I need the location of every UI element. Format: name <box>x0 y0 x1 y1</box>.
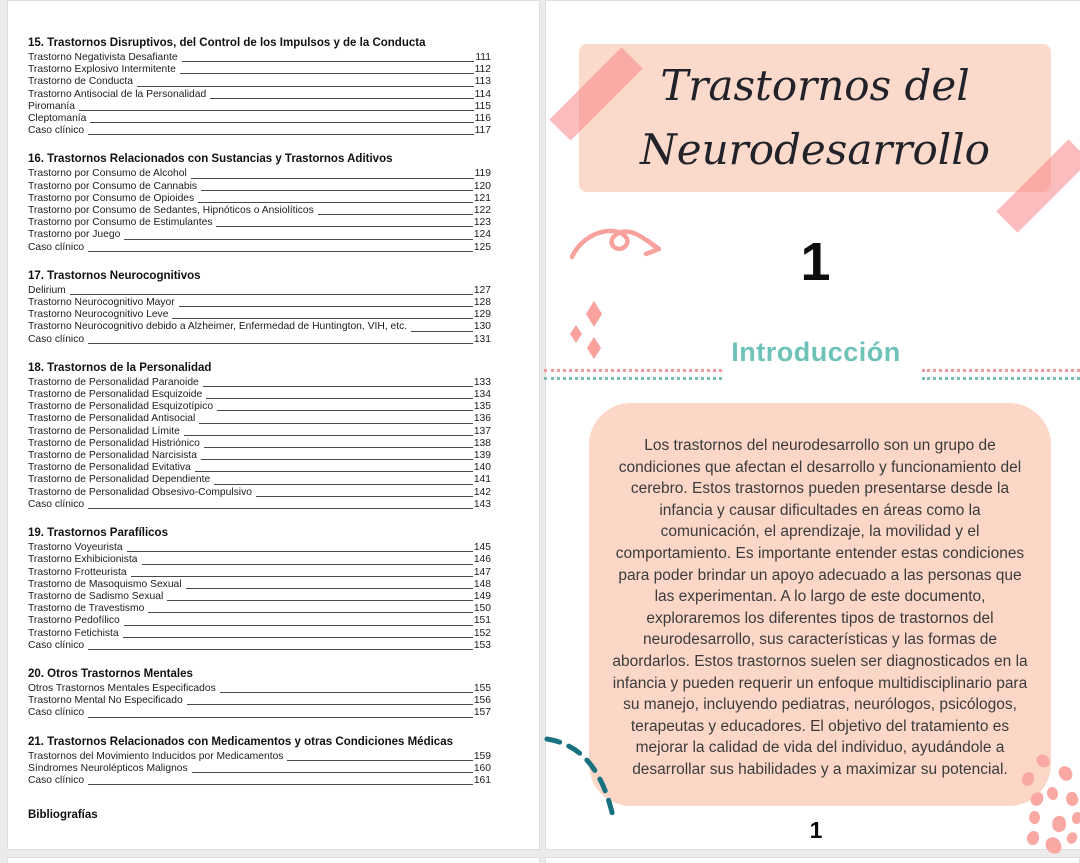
next-page-edge-left <box>7 857 540 863</box>
toc-row <box>28 217 491 229</box>
toc-leader-line <box>216 226 472 227</box>
dotted-divider-left <box>544 369 722 379</box>
chapter-title-page <box>545 0 1080 850</box>
toc-entry-label: Trastorno de Conducta <box>28 76 133 88</box>
pink-dot <box>1029 790 1045 807</box>
toc-leader-line <box>172 318 472 319</box>
toc-leader-line <box>199 423 472 424</box>
toc-entry-page: 112 <box>474 64 491 76</box>
toc-leader-line <box>131 576 473 577</box>
toc-entry-page: 160 <box>473 762 491 774</box>
toc-entry-page: 161 <box>473 774 491 786</box>
toc-entry-label: Trastorno Mental No Especificado <box>28 695 183 707</box>
toc-entry-page: 129 <box>473 309 491 321</box>
toc-section <box>28 736 491 788</box>
toc-row <box>28 389 491 401</box>
toc-row <box>28 426 491 438</box>
toc-entry-label: Trastorno de Personalidad Paranoide <box>28 376 199 388</box>
toc-entry-label: Trastorno de Personalidad Esquizoide <box>28 389 203 401</box>
toc-leader-line <box>180 73 474 74</box>
toc-row <box>28 401 491 413</box>
toc-leader-line <box>203 386 473 387</box>
toc-leader-line <box>88 251 473 252</box>
toc-row <box>28 89 491 101</box>
toc-leader-line <box>187 704 473 705</box>
toc-entry-label: Trastorno Frotteurista <box>28 566 127 578</box>
toc-leader-line <box>137 86 474 87</box>
toc-entry-page: 136 <box>473 413 491 425</box>
toc-leader-line <box>214 484 473 485</box>
toc-row <box>28 615 491 627</box>
toc-entry-page: 114 <box>474 88 491 100</box>
toc-row <box>28 193 491 205</box>
toc-entry-page: 119 <box>474 168 491 180</box>
toc-entry-page: 121 <box>473 192 491 204</box>
toc-section-title: 16. Trastornos Relacionados con Sustancias y Trastornos Aditivos <box>28 153 393 166</box>
toc-leader-line <box>88 784 473 785</box>
toc-leader-line <box>256 496 473 497</box>
toc-entry-label: Trastorno Neurocognitivo Leve <box>28 309 169 321</box>
toc-entry-page: 145 <box>473 542 491 554</box>
toc-entry-page: 134 <box>473 389 491 401</box>
toc-entry-label: Caso clínico <box>28 125 85 137</box>
toc-row <box>28 695 491 707</box>
toc-row <box>28 487 491 499</box>
toc-entry-label: Trastorno Explosivo Intermitente <box>28 64 176 76</box>
toc-leader-line <box>192 772 473 773</box>
toc-entry-page: 159 <box>473 750 491 762</box>
toc-entry-page: 131 <box>473 333 491 345</box>
next-page-edge-right <box>545 857 1080 863</box>
intro-text-box <box>589 403 1051 806</box>
toc-entry-label: Trastorno Negativista Desafiante <box>28 52 178 63</box>
toc-leader-line <box>148 612 472 613</box>
toc-entry-page: 125 <box>473 241 491 253</box>
toc-row <box>28 554 491 566</box>
toc-entry-page: 141 <box>473 474 491 486</box>
toc-entry-page: 150 <box>473 603 491 615</box>
toc-leader-line <box>88 508 473 509</box>
toc-leader-line <box>123 637 473 638</box>
toc-row <box>28 413 491 425</box>
toc-entry-page: 127 <box>473 284 491 296</box>
toc-row <box>28 52 491 64</box>
toc-row <box>28 438 491 450</box>
dashed-curve-icon <box>543 727 627 831</box>
toc-entry-label: Trastorno de Personalidad Esquizotípico <box>28 401 214 413</box>
dotted-line-teal <box>922 377 1080 380</box>
toc-row <box>28 76 491 88</box>
toc-entry-label: Caso clínico <box>28 241 85 253</box>
toc-leader-line <box>198 202 473 203</box>
toc-section <box>28 270 491 346</box>
toc-entry-page: 143 <box>473 498 491 510</box>
toc-entry-page: 151 <box>473 615 491 627</box>
pink-dot <box>1034 752 1051 770</box>
toc-entry-page: 117 <box>474 125 491 137</box>
toc-entry-label: Trastorno Fetichista <box>28 627 119 639</box>
toc-entry-label: Cleptomanía <box>28 113 87 125</box>
toc-leader-line <box>217 410 473 411</box>
dotted-line-pink <box>544 369 722 372</box>
toc-section <box>28 362 491 511</box>
toc-leader-line <box>191 178 474 179</box>
dotted-line-pink <box>922 369 1080 372</box>
toc-section-title: 17. Trastornos Neurocognitivos <box>28 269 201 282</box>
toc-row <box>28 775 491 787</box>
toc-leader-line <box>206 398 473 399</box>
toc-leader-line <box>88 649 473 650</box>
toc-entry-page: 155 <box>473 682 491 694</box>
toc-leader-line <box>201 190 473 191</box>
toc-section-title: 15. Trastornos Disruptivos, del Control de los Impulsos y de la Conducta <box>28 37 426 49</box>
toc-section-title: 20. Otros Trastornos Mentales <box>28 667 193 680</box>
toc-leader-line <box>195 471 473 472</box>
toc-row <box>28 763 491 775</box>
toc-entry-label: Trastorno de Personalidad Dependiente <box>28 474 211 486</box>
toc-entry-page: 124 <box>473 229 491 241</box>
toc-entry-label: Delirium <box>28 284 66 296</box>
toc-leader-line <box>204 447 473 448</box>
toc-entry-page: 128 <box>473 297 491 309</box>
toc-row <box>28 334 491 346</box>
toc-leader-line <box>88 717 473 718</box>
toc-row <box>28 450 491 462</box>
toc-entry-label: Caso clínico <box>28 707 85 719</box>
toc-entry-page: 123 <box>473 217 491 229</box>
table-of-contents <box>8 1 491 821</box>
toc-entry-label: Trastorno por Consumo de Opioides <box>28 192 195 204</box>
toc-section-title: 18. Trastornos de la Personalidad <box>28 361 212 374</box>
pink-dot <box>1064 790 1080 808</box>
toc-row <box>28 474 491 486</box>
toc-entry-label: Trastorno Antisocial de la Personalidad <box>28 88 207 100</box>
toc-row <box>28 229 491 241</box>
toc-entry-page: 135 <box>473 401 491 413</box>
toc-entry-label: Caso clínico <box>28 333 85 345</box>
toc-leader-line <box>127 551 473 552</box>
toc-leader-line <box>184 435 473 436</box>
chapter-title-line-2: Neurodesarrollo <box>640 125 990 174</box>
toc-entry-page: 149 <box>473 590 491 602</box>
toc-row <box>28 499 491 511</box>
toc-entry-page: 138 <box>473 437 491 449</box>
toc-section-title: 19. Trastornos Parafílicos <box>28 527 168 540</box>
toc-section <box>28 37 491 137</box>
toc-entry-label: Piromanía <box>28 100 75 112</box>
toc-entry-label: Trastorno por Consumo de Sedantes, Hipnóticos o Ansiolíticos <box>28 205 314 217</box>
toc-leader-line <box>411 331 473 332</box>
toc-entry-page: 146 <box>473 554 491 566</box>
toc-entry-label: Trastornos del Movimiento Inducidos por Medicamentos <box>28 750 284 762</box>
toc-entry-page: 156 <box>473 695 491 707</box>
toc-row <box>28 542 491 554</box>
page-number: 1 <box>809 817 823 843</box>
toc-leader-line <box>124 625 473 626</box>
toc-leader-line <box>201 459 473 460</box>
toc-entry-page: 142 <box>473 486 491 498</box>
toc-entry-label: Caso clínico <box>28 774 85 786</box>
toc-entry-page: 120 <box>473 180 491 192</box>
toc-entry-label: Trastorno Pedofílico <box>28 615 120 627</box>
toc-entry-label: Trastorno Voyeurista <box>28 542 123 554</box>
toc-entry-label: Trastorno de Travestismo <box>28 603 145 615</box>
chapter-title-card <box>579 44 1051 192</box>
toc-leader-line <box>287 760 472 761</box>
toc-entry-label: Trastorno de Personalidad Obsesivo-Compulsivo <box>28 486 252 498</box>
toc-leader-line <box>179 306 473 307</box>
toc-entry-label: Trastorno de Masoquismo Sexual <box>28 578 182 590</box>
toc-entry-label: Trastorno de Personalidad Evitativa <box>28 462 191 474</box>
toc-entry-label: Otros Trastornos Mentales Especificados <box>28 682 216 694</box>
toc-entry-page: 147 <box>473 566 491 578</box>
toc-row <box>28 462 491 474</box>
toc-row <box>28 640 491 652</box>
intro-paragraph: Los trastornos del neurodesarrollo son un grupo de condiciones que afectan el desarrollo y funcionamiento del cerebro. Estos trastornos pueden presentarse desde la infancia y causar dificultades en áreas como la comunicación, el aprendizaje, la movilidad y el comportamiento. Es importante entender estas condiciones para poder brindar un apoyo adecuado a las personas que las experimentan. A lo largo de este documento, exploraremos los diferentes tipos de trastornos del neurodesarrollo, sus características y las formas de abordarlos. Estos trastornos suelen ser diagnosticados en la infancia y pueden requerir un enfoque multidisciplinario para su manejo, incluyendo pediatras, neurólogos, psicólogos, terapeutas y educadores. El objetivo del tratamiento es mejorar la calidad de vida del individuo, ayudándole a desarrollar sus habilidades y a maximizar su potencial. <box>612 437 1028 778</box>
toc-leader-line <box>210 98 473 99</box>
toc-entry-label: Trastorno por Consumo de Estimulantes <box>28 217 213 229</box>
toc-row <box>28 309 491 321</box>
toc-entry-page: 130 <box>473 321 491 333</box>
toc-leader-line <box>70 294 473 295</box>
chapter-number: 1 <box>800 232 832 292</box>
toc-entry-label: Trastorno Neurocognitivo debido a Alzheimer, Enfermedad de Huntington, VIH, etc. <box>28 321 408 333</box>
toc-leader-line <box>318 214 473 215</box>
toc-row <box>28 567 491 579</box>
pink-dot <box>1057 764 1074 782</box>
toc-entry-label: Síndromes Neurolépticos Malignos <box>28 762 188 774</box>
toc-row <box>28 285 491 297</box>
toc-entry-page: 153 <box>473 639 491 651</box>
toc-entry-label: Trastorno de Personalidad Límite <box>28 425 180 437</box>
toc-entry-page: 137 <box>473 425 491 437</box>
toc-row <box>28 751 491 763</box>
toc-row <box>28 101 491 113</box>
dotted-line-teal <box>544 377 722 380</box>
toc-entry-label: Trastorno de Personalidad Histriónico <box>28 437 200 449</box>
toc-row <box>28 64 491 76</box>
toc-entry-page: 115 <box>474 100 491 112</box>
toc-row <box>28 297 491 309</box>
toc-entry-page: 152 <box>473 627 491 639</box>
toc-entry-label: Trastorno por Consumo de Alcohol <box>28 168 187 180</box>
toc-section-title: 21. Trastornos Relacionados con Medicamentos y otras Condiciones Médicas <box>28 735 453 748</box>
toc-row <box>28 591 491 603</box>
toc-entry-label: Trastorno por Consumo de Cannabis <box>28 180 198 192</box>
toc-leader-line <box>186 588 473 589</box>
toc-entry-page: 122 <box>473 205 491 217</box>
toc-section <box>28 668 491 720</box>
toc-leader-line <box>88 134 473 135</box>
toc-section <box>28 153 491 253</box>
toc-entry-label: Trastorno de Personalidad Antisocial <box>28 413 196 425</box>
toc-footer: Bibliografías <box>28 809 98 822</box>
toc-row <box>28 321 491 333</box>
toc-entry-label: Trastorno Neurocognitivo Mayor <box>28 297 175 309</box>
toc-section <box>28 527 491 652</box>
pink-dot <box>1021 771 1035 786</box>
toc-leader-line <box>220 692 473 693</box>
toc-page <box>7 0 540 850</box>
pink-dot <box>1047 787 1058 800</box>
toc-entry-label: Trastorno de Personalidad Narcisista <box>28 450 198 462</box>
toc-leader-line <box>124 239 472 240</box>
toc-entry-page: 139 <box>473 450 491 462</box>
toc-leader-line <box>142 564 473 565</box>
toc-row <box>28 242 491 254</box>
toc-row <box>28 707 491 719</box>
toc-row <box>28 579 491 591</box>
toc-leader-line <box>79 110 474 111</box>
toc-entry-label: Caso clínico <box>28 639 85 651</box>
toc-row <box>28 628 491 640</box>
toc-entry-page: 140 <box>473 462 491 474</box>
section-heading: Introducción <box>731 337 901 367</box>
toc-entry-page: 116 <box>474 113 491 125</box>
toc-entry-label: Caso clínico <box>28 498 85 510</box>
toc-entry-label: Trastorno de Sadismo Sexual <box>28 590 164 602</box>
toc-row <box>28 181 491 193</box>
toc-row <box>28 683 491 695</box>
toc-leader-line <box>167 600 473 601</box>
toc-leader-line <box>182 61 475 62</box>
toc-row <box>28 113 491 125</box>
toc-entry-page: 113 <box>474 76 491 88</box>
toc-row <box>28 603 491 615</box>
chapter-title-line-1: Trastornos del <box>660 61 970 110</box>
toc-leader-line <box>88 343 473 344</box>
toc-row <box>28 168 491 180</box>
dotted-divider-right <box>922 369 1080 379</box>
toc-entry-label: Trastorno por Juego <box>28 229 121 241</box>
toc-entry-page: 157 <box>473 707 491 719</box>
toc-entry-page: 148 <box>473 578 491 590</box>
toc-entry-page: 111 <box>475 52 491 63</box>
toc-leader-line <box>90 122 473 123</box>
toc-row <box>28 377 491 389</box>
toc-row <box>28 205 491 217</box>
toc-entry-page: 133 <box>473 376 491 388</box>
toc-entry-label: Trastorno Exhibicionista <box>28 554 138 566</box>
toc-row <box>28 125 491 137</box>
